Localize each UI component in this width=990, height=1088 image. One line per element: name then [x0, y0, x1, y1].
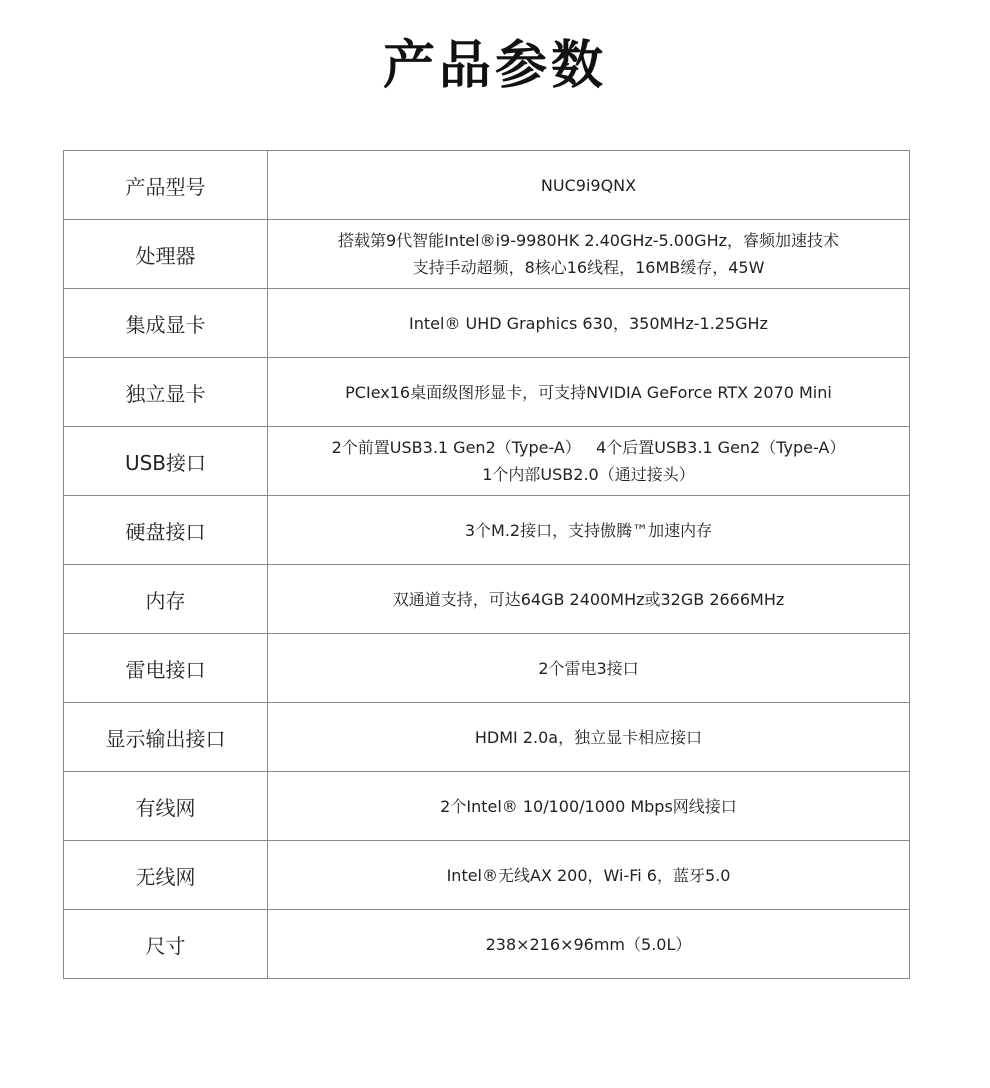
spec-label: 硬盘接口: [64, 496, 268, 565]
table-row: [64, 151, 910, 220]
spec-value-line: 搭载第9代智能Intel®i9-9980HK 2.40GHz-5.00GHz，睿频加速技术: [337, 231, 839, 250]
spec-value: [268, 289, 910, 358]
spec-value: [268, 427, 910, 496]
spec-value: [268, 496, 910, 565]
spec-value-line: 2个Intel® 10/100/1000 Mbps网线接口: [440, 796, 737, 816]
spec-value: [268, 358, 910, 427]
spec-value-line: 2个雷电3接口: [538, 658, 639, 678]
spec-label: 雷电接口: [64, 634, 268, 703]
spec-label: 处理器: [64, 220, 268, 289]
spec-label: 有线网: [64, 772, 268, 841]
page-title: 产品参数: [382, 36, 607, 96]
spec-label: 产品型号: [64, 151, 268, 220]
spec-value: [268, 634, 910, 703]
spec-value-line: Intel®无线AX 200，Wi-Fi 6，蓝牙5.0: [446, 865, 731, 885]
spec-value-line: 3个M.2接口，支持傲腾™加速内存: [464, 520, 713, 540]
spec-value: [268, 703, 910, 772]
spec-label: 无线网: [64, 841, 268, 910]
spec-value-line: HDMI 2.0a，独立显卡相应接口: [474, 727, 703, 747]
spec-value-line: 1个内部USB2.0（通过接头）: [482, 465, 695, 484]
spec-value-line: 双通道支持，可达64GB 2400MHz或32GB 2666MHz: [392, 589, 785, 609]
table-row: [64, 634, 910, 703]
spec-value: [268, 151, 910, 220]
spec-value-line: 支持手动超频，8核心16线程，16MB缓存，45W: [412, 258, 765, 277]
spec-value-line: PCIex16桌面级图形显卡，可支持NVIDIA GeForce RTX 2070 Mini: [345, 382, 832, 402]
spec-value: [268, 772, 910, 841]
table-row: [64, 565, 910, 634]
table-row: [64, 772, 910, 841]
spec-label: USB接口: [64, 427, 268, 496]
spec-value-line: 238×216×96mm（5.0L）: [485, 934, 692, 954]
table-row: [64, 358, 910, 427]
spec-label: 内存: [64, 565, 268, 634]
spec-table: [63, 150, 910, 979]
spec-label: 集成显卡: [64, 289, 268, 358]
spec-label: 显示输出接口: [64, 703, 268, 772]
table-row: [64, 220, 910, 289]
spec-label: 尺寸: [64, 910, 268, 979]
spec-value: [268, 220, 910, 289]
table-row: [64, 910, 910, 979]
table-row: [64, 496, 910, 565]
table-row: [64, 289, 910, 358]
spec-value-line: Intel® UHD Graphics 630，350MHz-1.25GHz: [409, 313, 768, 333]
spec-label: 独立显卡: [64, 358, 268, 427]
table-row: [64, 427, 910, 496]
spec-value-line: 2个前置USB3.1 Gen2（Type-A） 4个后置USB3.1 Gen2（Type-A）: [331, 438, 846, 457]
spec-value: [268, 841, 910, 910]
table-row: [64, 703, 910, 772]
spec-value-line: NUC9i9QNX: [540, 175, 637, 195]
spec-value: [268, 910, 910, 979]
table-row: [64, 841, 910, 910]
spec-value: [268, 565, 910, 634]
